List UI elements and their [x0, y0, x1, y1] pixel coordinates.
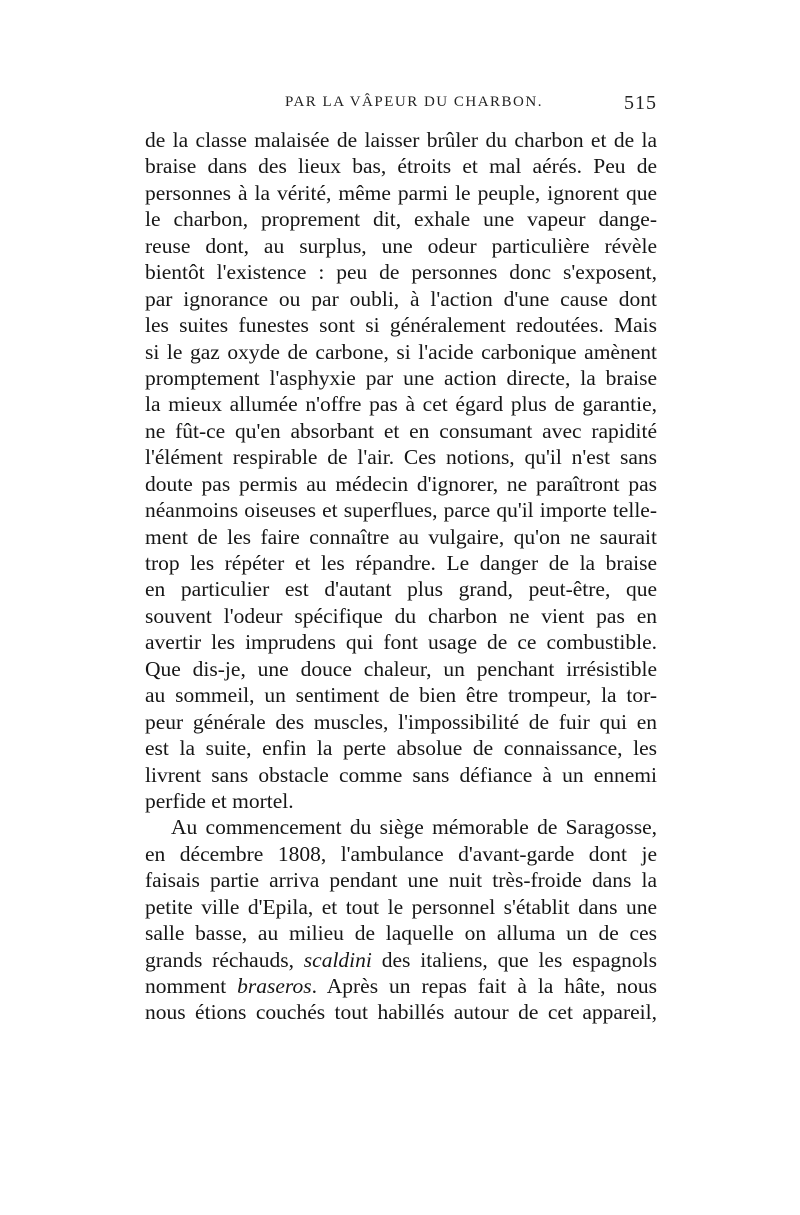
text-line: au sommeil, un sentiment de bien être trompeur, la tor- — [145, 683, 657, 708]
text-line: en décembre 1808, l'ambulance d'avant-garde dont je — [145, 841, 657, 866]
text-line: ne fût-ce qu'en absorbant et en consumant avec rapidité — [145, 418, 657, 443]
text-run: . Après un repas fait à la hâte, nous — [311, 974, 658, 998]
text-line: en particulier est d'autant plus grand, peut-être, que — [145, 577, 657, 602]
text-line: reuse dont, au surplus, une odeur particulière révèle — [145, 233, 657, 258]
text-line: perfide et mortel. — [145, 788, 294, 813]
running-title: PAR LA VÂPEUR DU CHARBON. — [285, 94, 543, 110]
text-line: les suites funestes sont si généralement redoutées. Mais — [145, 313, 657, 338]
text-line: promptement l'asphyxie par une action directe, la braise — [145, 365, 657, 390]
text-line: de la classe malaisée de laisser brûler du charbon et de la — [145, 128, 657, 152]
page-number: 515 — [624, 92, 657, 114]
text-line: personnes à la vérité, même parmi le peuple, ignorent que — [145, 180, 657, 205]
text-line: petite ville d'Epila, et tout le personnel s'établit dans une — [145, 894, 657, 919]
text-line: faisais partie arriva pendant une nuit très-froide dans la — [145, 868, 657, 893]
text-line: l'élément respirable de l'air. Ces notions, qu'il n'est sans — [145, 445, 657, 470]
text-line-with-italic — [145, 947, 657, 973]
text-line: si le gaz oxyde de carbone, si l'acide carbonique amènent — [145, 339, 657, 364]
paragraph-first-line: Au commencement du siège mémorable de Saragosse, — [171, 815, 657, 840]
text-line: Que dis-je, une douce chaleur, un penchant irrésistible — [145, 656, 657, 681]
text-line: néanmoins oiseuses et superflues, parce qu'il importe telle- — [145, 498, 657, 523]
text-line: livrent sans obstacle comme sans défiance à un ennemi — [145, 762, 657, 787]
text-line: souvent l'odeur spécifique du charbon ne vient pas en — [145, 603, 657, 628]
text-run: nomment — [145, 974, 238, 998]
text-line: la mieux allumée n'offre pas à cet égard plus de garantie, — [145, 392, 657, 417]
text-line: trop les répéter et les répandre. Le danger de la braise — [145, 551, 657, 575]
text-line: braise dans des lieux bas, étroits et mal aérés. Peu de — [145, 154, 657, 179]
body-text — [145, 127, 657, 1026]
italic-term: braseros — [237, 974, 312, 998]
text-line: salle basse, au milieu de laquelle on alluma un de ces — [145, 921, 657, 946]
text-line: est la suite, enfin la perte absolue de connaissance, les — [145, 736, 657, 761]
text-line-with-italic — [145, 973, 657, 999]
text-line: bientôt l'existence : peu de personnes donc s'exposent, — [145, 260, 657, 285]
text-line: par ignorance ou par oubli, à l'action d'une cause dont — [145, 286, 657, 311]
running-head — [145, 92, 657, 118]
text-line: ment de les faire connaître au vulgaire, qu'on ne saurait — [145, 524, 657, 549]
text-run: des italiens, que les espagnols — [371, 947, 657, 972]
text-run: grands réchauds, — [145, 947, 304, 972]
text-line: doute pas permis au médecin d'ignorer, ne paraîtront pas — [145, 471, 657, 496]
italic-term: scaldini — [303, 947, 372, 972]
text-line: le charbon, proprement dit, exhale une vapeur dange- — [145, 207, 657, 232]
text-line: peur générale des muscles, l'impossibilité de fuir qui en — [145, 709, 657, 734]
text-line: nous étions couchés tout habillés autour de cet appareil, — [145, 1000, 657, 1025]
text-line: avertir les imprudens qui font usage de ce combustible. — [145, 630, 657, 655]
